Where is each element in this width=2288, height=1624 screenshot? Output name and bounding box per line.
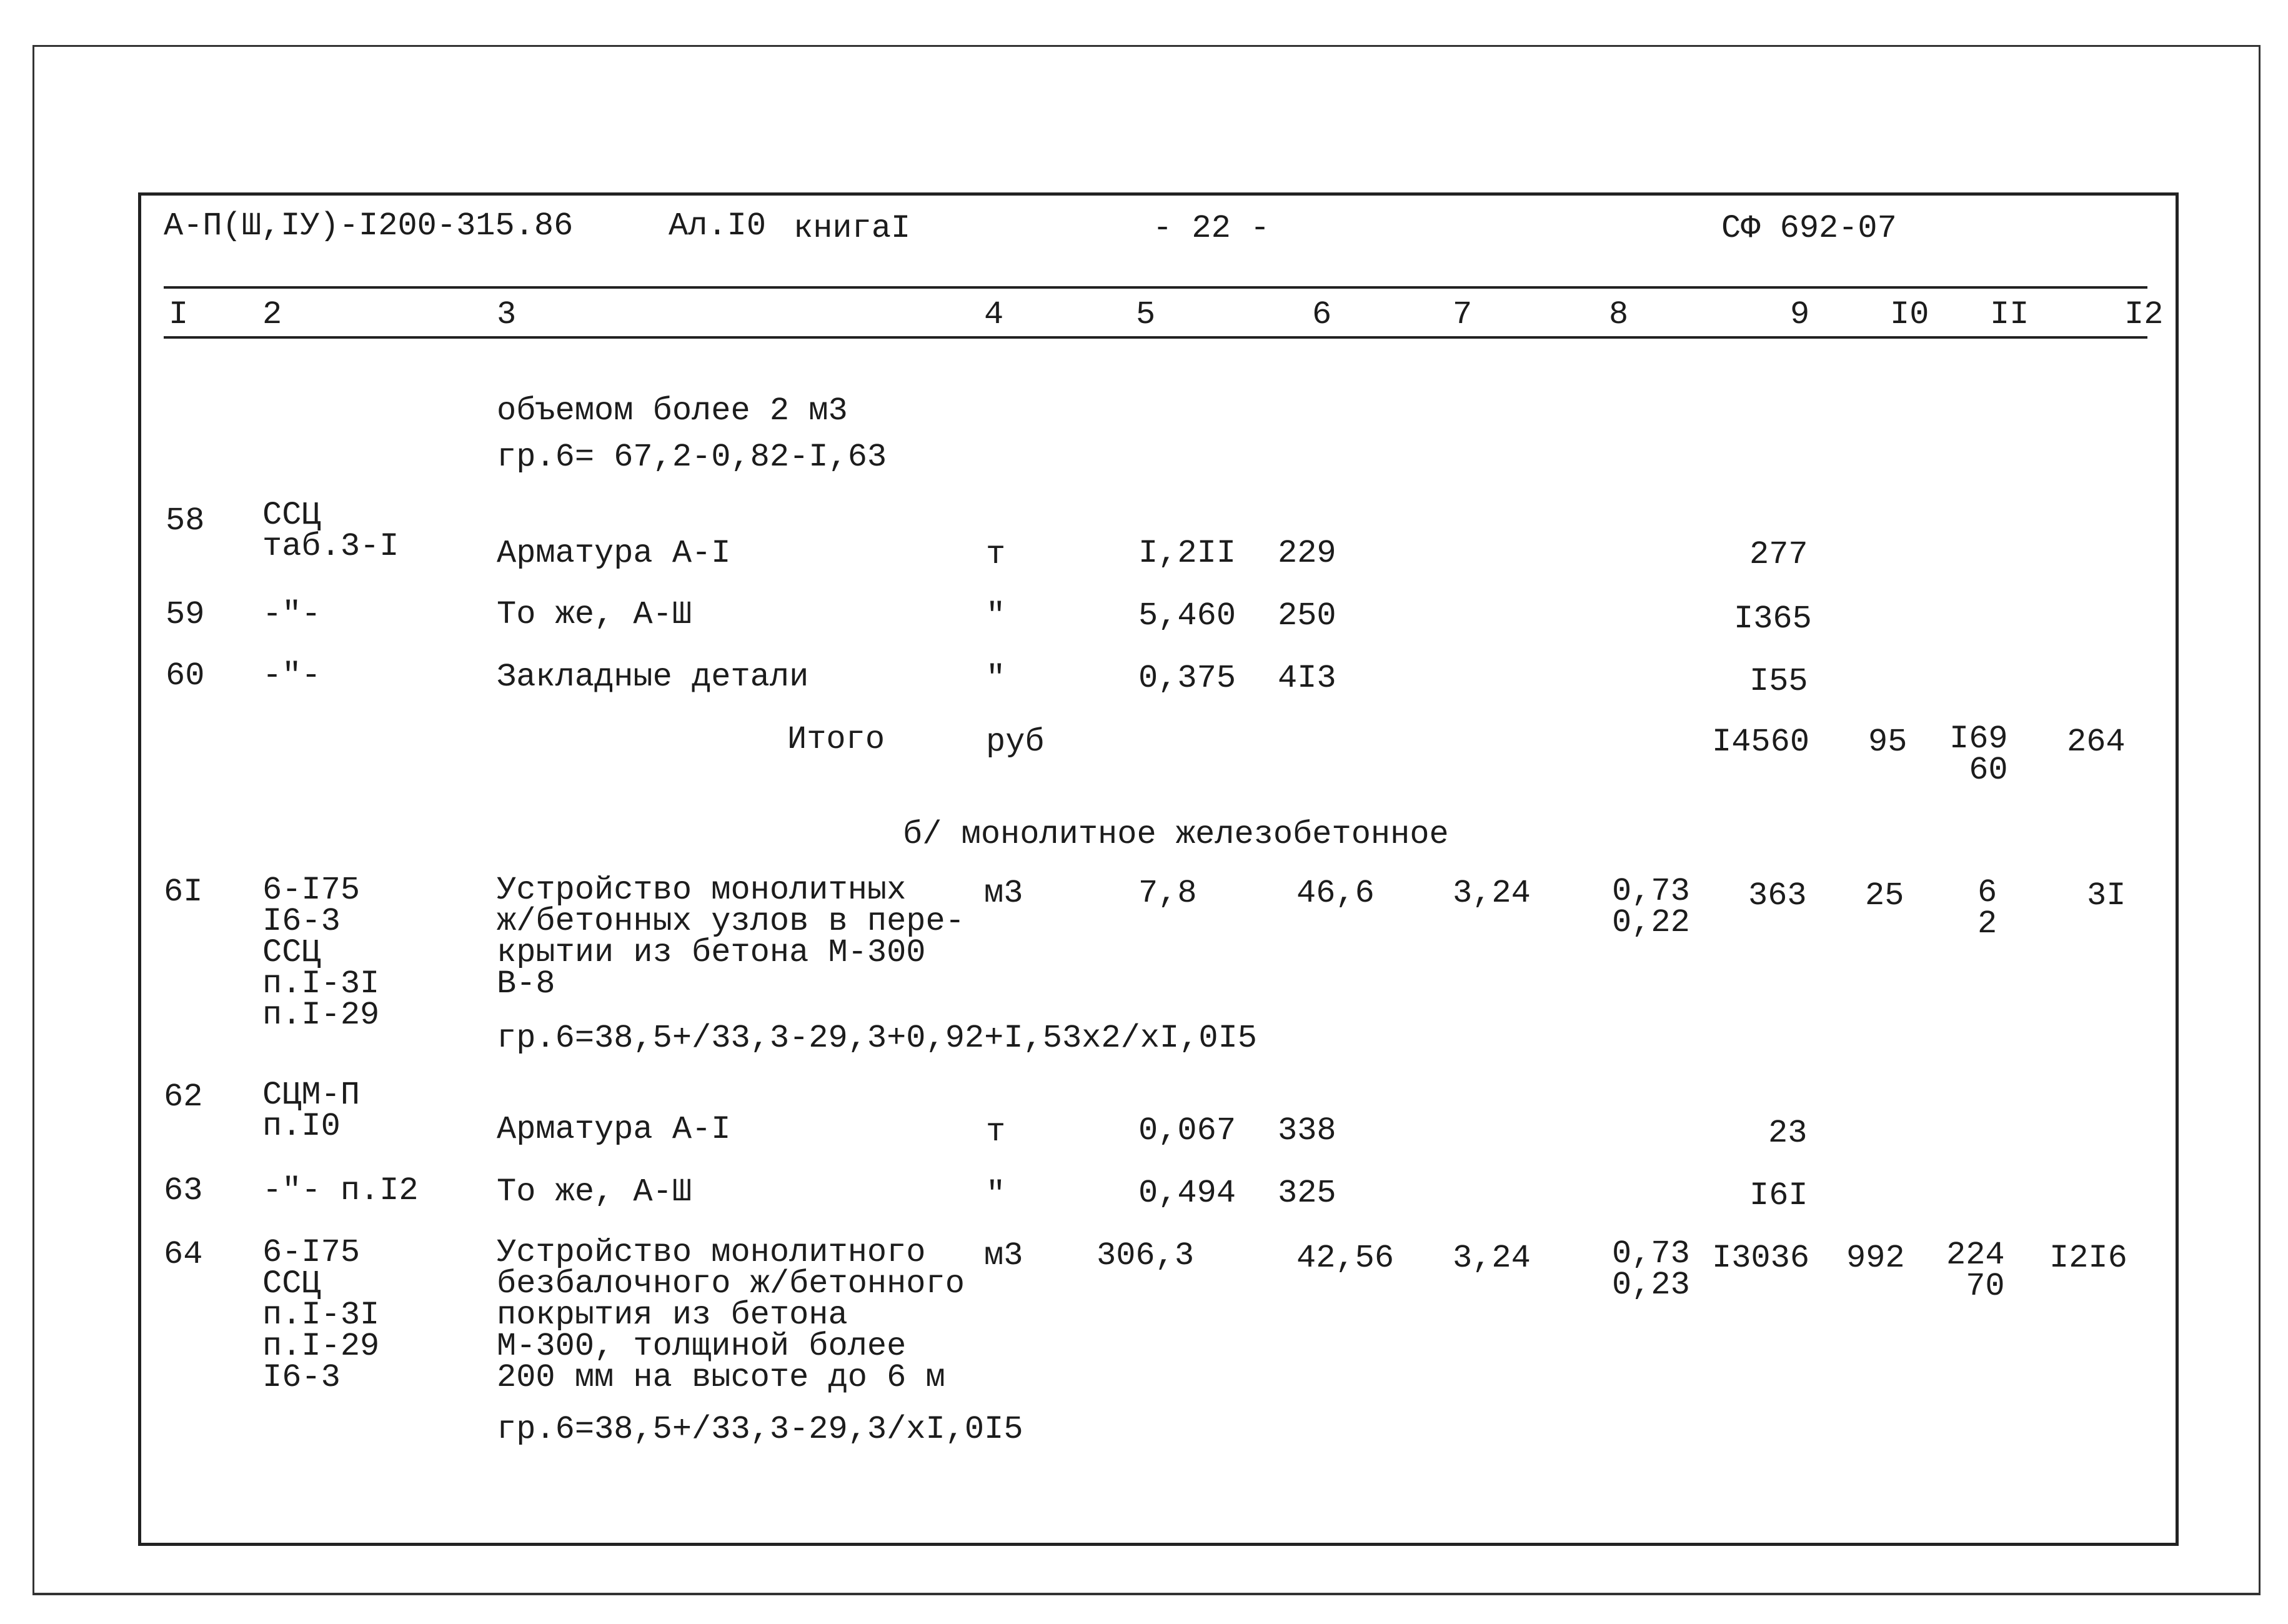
column-7-value: 3,24 — [1453, 1240, 1531, 1277]
album-number: Ал.I0 — [669, 207, 767, 244]
item-unit: т — [986, 1113, 1006, 1150]
norm-code: -"- п.I2 — [262, 1172, 419, 1209]
column-number: I0 — [1890, 296, 1929, 333]
item-name: Закладные детали — [497, 659, 809, 695]
book-number: книгаI — [793, 210, 911, 247]
norm-code: -"- — [262, 596, 321, 633]
item-unit: м3 — [984, 1237, 1023, 1274]
unit-price: 229 — [1278, 535, 1336, 572]
total-column-10: 95 — [1868, 724, 1907, 760]
norm-code: ССЦ таб.3-I — [262, 497, 399, 565]
total-cost: I6I — [1749, 1177, 1808, 1214]
column-8-value: 0,73 0,22 — [1612, 873, 1690, 941]
norm-code: -"- — [262, 657, 321, 694]
column-12-value: I2I6 — [2049, 1240, 2127, 1277]
item-quantity: 306,3 — [1097, 1237, 1195, 1274]
page-number: - 22 - — [1153, 210, 1270, 247]
item-quantity: I,2II — [1138, 535, 1236, 572]
total-unit: руб — [986, 724, 1045, 760]
item-continuation: объемом более 2 м3 — [497, 392, 848, 429]
norm-code: 6-I75 I6-3 ССЦ п.I-3I п.I-29 — [262, 872, 380, 1034]
total-label: Итого — [787, 721, 885, 758]
column-number: II — [1990, 296, 2029, 333]
item-name: Арматура А-I — [497, 1111, 731, 1148]
column-number: 3 — [497, 296, 517, 333]
norm-code: СЦМ-П п.I0 — [262, 1077, 361, 1145]
total-column-11: I69 60 — [1949, 720, 2008, 789]
unit-price: 4I3 — [1278, 660, 1336, 697]
column-12-value: 3I — [2087, 877, 2126, 914]
item-unit: " — [986, 597, 1006, 634]
formula-line: гр.6=38,5+/33,3-29,3+0,92+I,53x2/xI,0I5 — [497, 1020, 1257, 1057]
item-quantity: 0,494 — [1138, 1175, 1236, 1212]
item-unit: " — [986, 1176, 1006, 1213]
unit-price: 42,56 — [1296, 1240, 1395, 1277]
column-number: I — [169, 296, 189, 333]
column-number: 8 — [1609, 296, 1629, 333]
column-number: 5 — [1136, 296, 1156, 333]
column-number: 4 — [984, 296, 1004, 333]
total-cost: 23 — [1768, 1115, 1808, 1152]
column-10-value: 25 — [1865, 877, 1904, 914]
formula-line: гр.6=38,5+/33,3-29,3/xI,0I5 — [497, 1411, 1023, 1448]
column-10-value: 992 — [1846, 1240, 1905, 1277]
column-number: 9 — [1790, 296, 1810, 333]
norm-code: 6-I75 ССЦ п.I-3I п.I-29 I6-3 — [262, 1234, 380, 1396]
total-cost: I365 — [1734, 600, 1812, 637]
unit-price: 250 — [1278, 597, 1336, 634]
header-rule-bottom — [164, 336, 2147, 339]
row-number: 63 — [164, 1172, 203, 1209]
section-title: б/ монолитное железобетонное — [903, 816, 1449, 853]
item-quantity: 0,375 — [1138, 660, 1236, 697]
column-number: 6 — [1312, 296, 1332, 333]
unit-price: 338 — [1278, 1112, 1336, 1149]
header-rule-top — [164, 286, 2147, 289]
item-name: То же, А-Ш — [497, 596, 692, 633]
item-name: То же, А-Ш — [497, 1173, 692, 1210]
item-unit: " — [986, 660, 1006, 697]
column-7-value: 3,24 — [1453, 875, 1531, 912]
sheet-frame — [138, 192, 2179, 1546]
item-name: Арматура А-I — [497, 535, 731, 572]
total-column-12: 264 — [2067, 724, 2126, 760]
total-cost: I55 — [1749, 663, 1808, 700]
total-cost: I4560 — [1712, 724, 1810, 760]
row-number: 64 — [164, 1236, 203, 1273]
row-number: 6I — [164, 874, 203, 910]
total-cost: I3036 — [1712, 1240, 1810, 1277]
formula-line: гр.6= 67,2-0,82-I,63 — [497, 439, 887, 476]
total-cost: 363 — [1748, 877, 1807, 914]
column-8-value: 0,73 0,23 — [1612, 1235, 1690, 1303]
item-quantity: 5,460 — [1138, 597, 1236, 634]
row-number: 59 — [166, 596, 205, 633]
item-unit: т — [986, 536, 1006, 573]
unit-price: 46,6 — [1296, 875, 1375, 912]
column-number: I2 — [2124, 296, 2164, 333]
document-code: А-П(Ш,IУ)-I200-315.86 — [164, 207, 574, 244]
item-quantity: 7,8 — [1138, 875, 1197, 912]
column-11-value: 224 70 — [1946, 1237, 2005, 1305]
row-number: 58 — [166, 502, 205, 539]
row-number: 60 — [166, 657, 205, 694]
column-number: 7 — [1453, 296, 1473, 333]
item-quantity: 0,067 — [1138, 1112, 1236, 1149]
item-name: Устройство монолитных ж/бетонных узлов в пере- крытии из бетона М-300 В-8 — [497, 872, 965, 1002]
item-name: Устройство монолитного безбалочного ж/бетонного покрытия из бетона М-300, толщиной более 200 мм на высоте до 6 м — [497, 1234, 965, 1396]
item-unit: м3 — [984, 875, 1023, 912]
column-11-value: 6 2 — [1977, 874, 1997, 942]
column-number: 2 — [262, 296, 282, 333]
sheet-code: СФ 692-07 — [1721, 210, 1897, 247]
row-number: 62 — [164, 1079, 203, 1115]
unit-price: 325 — [1278, 1175, 1336, 1212]
total-cost: 277 — [1749, 536, 1808, 573]
